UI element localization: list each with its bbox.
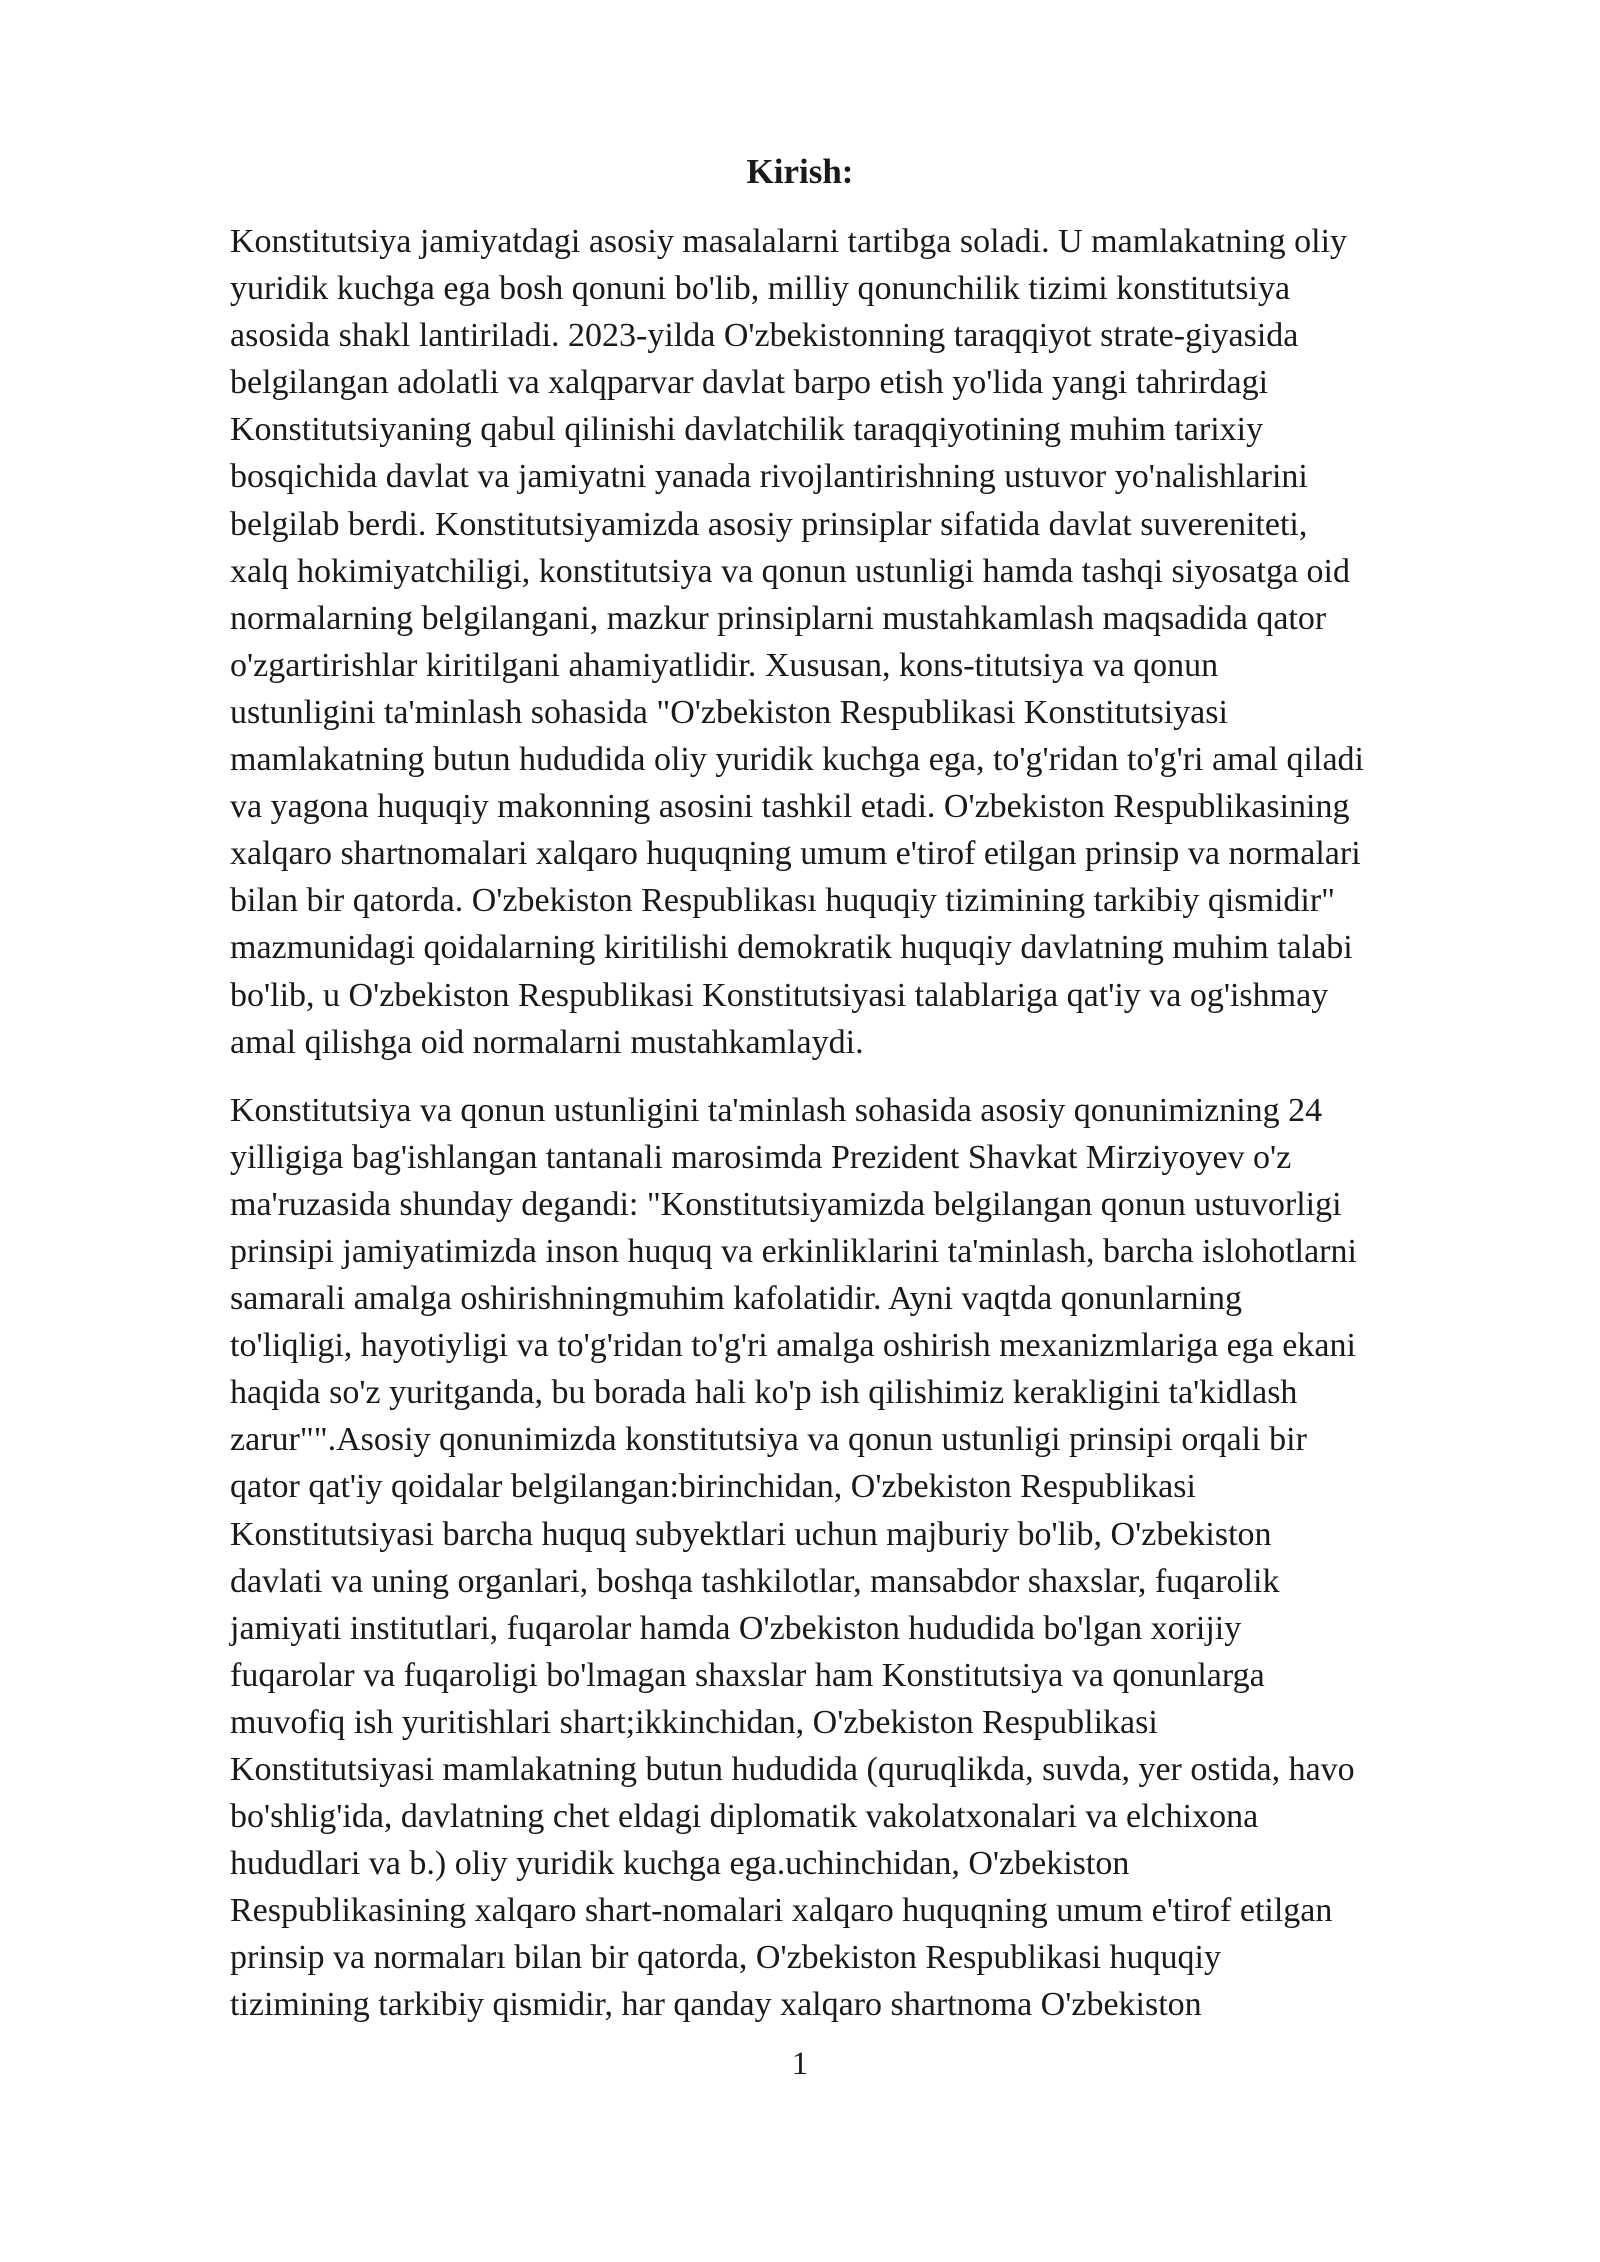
text-line: prinsip va normaları bilan bir qatorda, O'zbekiston Respublikasi huquqiy (230, 1939, 1221, 1977)
text-line: Konstitutsiya va qonun ustunligini ta'minlash sohasida asosiy qonunimizning 24 (230, 1091, 1323, 1129)
text-line: fuqarolar va fuqaroligi bo'lmagan shaxslar ham Konstitutsiya va qonunlarga (230, 1656, 1265, 1694)
text-line: mamlakatning butun hududida oliy yuridik kuchga ega, to'g'ridan to'g'ri amal qiladi (230, 741, 1364, 779)
text-line: haqida so'z yuritganda, bu borada hali ko'p ish qilishimiz kerakligini ta'kidlash (230, 1374, 1298, 1412)
text-line: zarur"".Asosiy qonunimizda konstitutsiya va qonun ustunligi prinsipi orqali bir (230, 1421, 1307, 1459)
text-line: asosida shakl lantiriladi. 2023-yilda O'zbekistonning taraqqiyot strate-giyasida (230, 317, 1299, 355)
text-line: Konstitutsiya jamiyatdagi asosiy masalalarni tartibga soladi. U mamlakatning oliy (230, 223, 1348, 260)
text-line: va yagona huquqiy makonning asosini tashkil etadi. O'zbekiston Respublikasining (230, 788, 1350, 826)
text-line: mazmunidagi qoidalarning kiritilishi demokratik huquqiy davlatning muhim talabi (230, 929, 1353, 967)
text-line: Konstitutsiyasi barcha huquq subyektlari uchun majburiy bo'lib, O'zbekiston (230, 1515, 1272, 1553)
paragraph-1 (230, 218, 1570, 1066)
text-line: Konstitutsiyaning qabul qilinishi davlatchilik taraqqiyotining muhim tarixiy (230, 411, 1264, 449)
text-line: belgilab berdi. Konstitutsiyamizda asosiy prinsiplar sifatida davlat suvereniteti, (230, 505, 1308, 543)
text-line: yilligiga bag'ishlangan tantanali marosimda Prezident Shavkat Mirziyoyev o'z (230, 1138, 1292, 1176)
paragraph-2 (230, 1087, 1570, 2029)
text-line: qator qat'iy qoidalar belgilangan:birinchidan, O'zbekiston Respublikasi (230, 1468, 1196, 1506)
text-line: belgilangan adolatli va xalqparvar davlat barpo etish yo'lida yangi tahrirdagi (230, 364, 1269, 402)
text-line: o'zgartirishlar kiritilgani ahamiyatlidir. Xususan, kons-titutsiya va qonun (230, 646, 1219, 684)
text-line: xalqaro shartnomalari xalqaro huquqning umum e'tirof etilgan prinsip va normalari (230, 835, 1361, 873)
text-line: xalq hokimiyatchiligi, konstitutsiya va qonun ustunligi hamda tashqi siyosatga oid (230, 552, 1351, 590)
text-line: to'liqligi, hayotiyligi va to'g'ridan to'g'ri amalga oshirish mexanizmlariga ega ekani (230, 1327, 1356, 1365)
text-line: davlati va uning organlari, boshqa tashkilotlar, mansabdor shaxslar, fuqarolik (230, 1562, 1280, 1600)
text-line: ma'ruzasida shunday degandi: "Konstitutsiyamizda belgilangan qonun ustuvorligi (230, 1185, 1342, 1223)
text-line: prinsipi jamiyatimizda inson huquq va erkinliklarini ta'minlash, barcha islohotlarni (230, 1232, 1357, 1270)
text-line: normalarning belgilangani, mazkur prinsiplarni mustahkamlash maqsadida qator (230, 599, 1327, 637)
text-line: yuridik kuchga ega bosh qonuni bo'lib, milliy qonunchilik tizimi konstitutsiya (230, 270, 1291, 308)
text-line: Konstitutsiyasi mamlakatning butun hududida (quruqlikda, suvda, yer ostida, havo (230, 1751, 1355, 1788)
text-line: tizimining tarkibiy qismidir, har qanday xalqaro shartnoma O'zbekiston (230, 1986, 1202, 2024)
document-title: Kirish: (746, 152, 854, 191)
text-line: amal qilishga oid normalarni mustahkamlaydi. (230, 1023, 864, 1061)
text-line: bilan bir qatorda. O'zbekiston Respublikası huquqiy tizimining tarkibiy qismidir" (230, 882, 1336, 920)
text-line: ustunligini ta'minlash sohasida "O'zbekiston Respublikasi Konstitutsiyasi (230, 693, 1228, 731)
text-line: bo'shlig'ida, davlatning chet eldagi diplomatik vakolatxonalari va elchixona (230, 1798, 1259, 1836)
text-line: bosqichida davlat va jamiyatni yanada rivojlantirishning ustuvor yo'nalishlarini (230, 458, 1308, 496)
text-line: samarali amalga oshirishningmuhim kafolatidir. Ayni vaqtda qonunlarning (230, 1280, 1242, 1318)
text-line: muvofiq ish yuritishlari shart;ikkinchidan, O'zbekiston Respublikasi (230, 1703, 1158, 1741)
text-line: jamiyati institutlari, fuqarolar hamda O'zbekiston hududida bo'lgan xorijiy (230, 1609, 1242, 1647)
text-line: bo'lib, u O'zbekiston Respublikasi Konstitutsiyasi talablariga qat'iy va og'ishmay (230, 976, 1329, 1014)
text-line: hududlari va b.) oliy yuridik kuchga ega.uchinchidan, O'zbekiston (230, 1845, 1130, 1883)
document-body (230, 218, 1570, 2029)
text-line: Respublikasining xalqaro shart-nomalari xalqaro huquqning umum e'tirof etilgan (230, 1892, 1333, 1930)
page-number: 1 (791, 2046, 809, 2082)
